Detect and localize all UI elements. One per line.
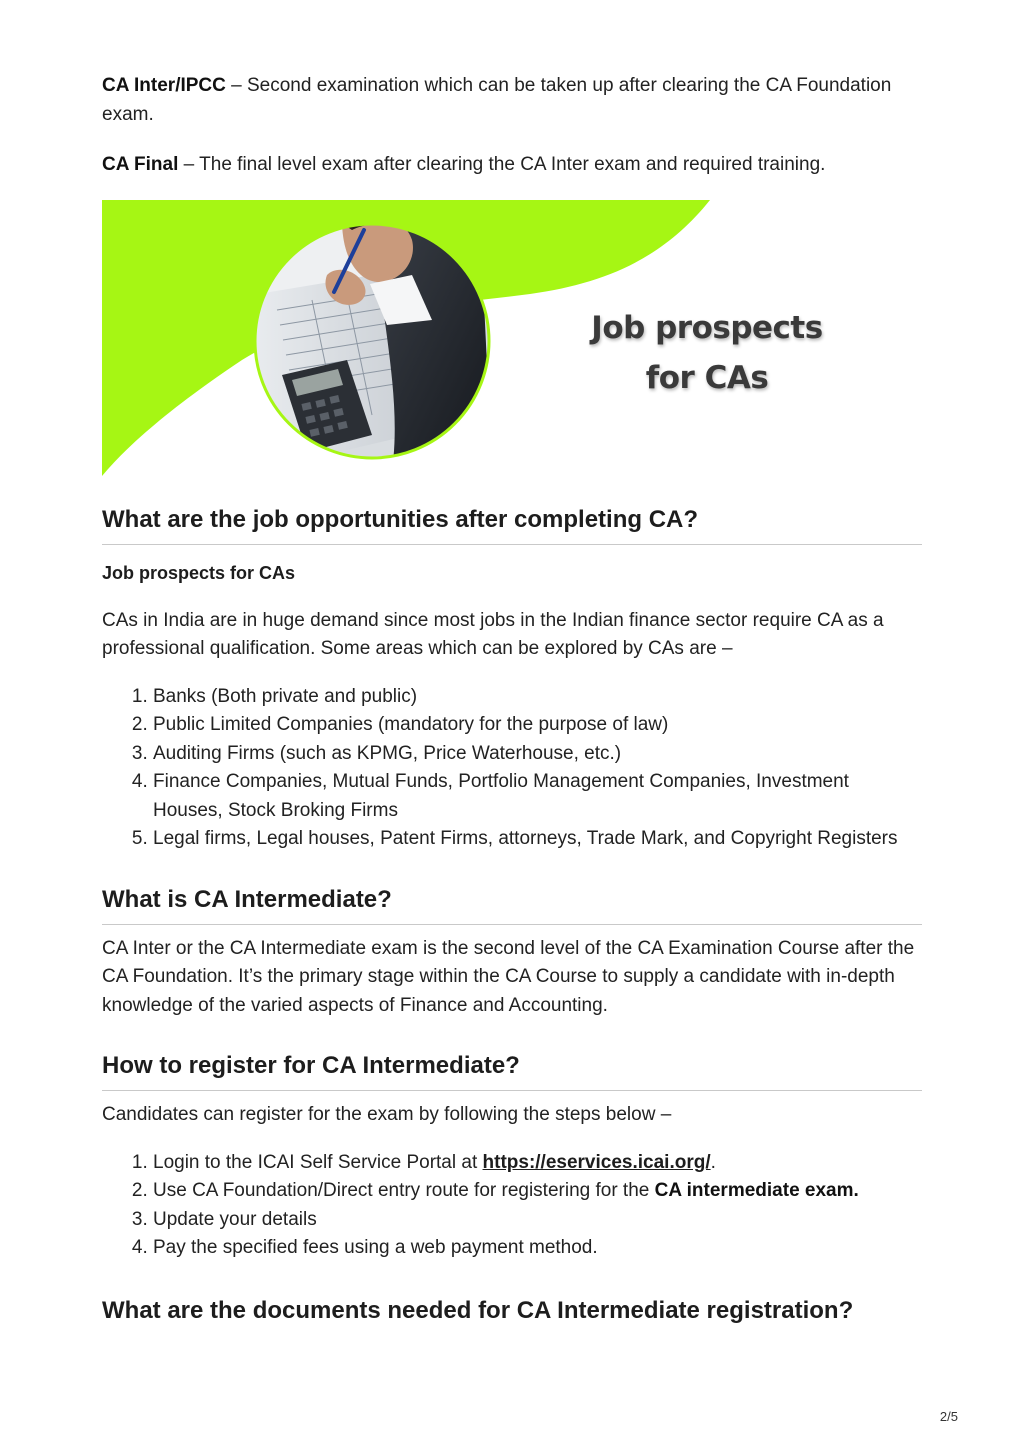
document-page [102, 72, 922, 1353]
page-number: 2/5 [939, 1409, 958, 1424]
list-item [153, 1149, 922, 1178]
jobs-heading: What are the job opportunities after completing CA? [102, 504, 922, 545]
list-item: 5. Legal firms, Legal houses, Patent Firms, attorneys, Trade Mark, and Copyright Registers [153, 825, 922, 854]
list-item: 3. Auditing Firms (such as KPMG, Price Waterhouse, etc.) [153, 740, 922, 769]
docs-heading-wrap [102, 1295, 922, 1335]
list-item [153, 1177, 922, 1206]
ca-final-text: – The final level exam after clearing the CA Inter exam and required training. [178, 154, 826, 175]
list-item: 4. Pay the specified fees using a web payment method. [153, 1234, 922, 1263]
ca-inter-paragraph [102, 72, 922, 129]
ca-inter-text: – Second examination which can be taken up after clearing the CA Foundation exam. [102, 75, 892, 125]
inter-heading-wrap [102, 884, 922, 925]
jobs-list [102, 683, 922, 854]
list-item: 1. Banks (Both private and public) [153, 683, 922, 712]
step1-text: Login to the ICAI Self Service Portal at [153, 1151, 483, 1173]
jobs-paragraph: CAs in India are in huge demand since most jobs in the Indian finance sector require CA as a professional qualification. Some areas which can be explored by CAs are – [102, 609, 884, 659]
docs-heading: What are the documents needed for CA Intermediate registration? [102, 1296, 854, 1324]
ca-final-paragraph [102, 151, 922, 180]
ca-inter-label: CA Inter/IPCC [102, 75, 226, 96]
register-heading: How to register for CA Intermediate? [102, 1050, 922, 1091]
register-steps-list [102, 1149, 922, 1263]
step2-text: Use CA Foundation/Direct entry route for registering for the [153, 1180, 655, 1201]
banner-title [557, 303, 857, 403]
list-item: 4. Finance Companies, Mutual Funds, Portfolio Management Companies, Investment Houses, Stock Broking Firms [153, 768, 922, 825]
register-heading-wrap [102, 1050, 922, 1091]
register-paragraph: Candidates can register for the exam by following the steps below – [102, 1104, 672, 1125]
inter-paragraph: CA Inter or the CA Intermediate exam is the second level of the CA Examination Course after the CA Foundation. It’s the primary stage within the CA Course to supply a candidate with in-depth knowledge of the varied aspects of Finance and Accounting. [102, 937, 915, 1016]
inter-heading: What is CA Intermediate? [102, 884, 922, 925]
jobs-subheading: Job prospects for CAs [102, 562, 296, 583]
list-item: 3. Update your details [153, 1206, 922, 1235]
banner-title-line1: Job prospects [591, 309, 823, 346]
step2-bold: CA intermediate exam. [654, 1180, 859, 1201]
job-prospects-banner [102, 200, 922, 476]
step1-end: . [710, 1151, 716, 1173]
jobs-heading-wrap [102, 504, 922, 545]
list-item: 2. Public Limited Companies (mandatory for the purpose of law) [153, 711, 922, 740]
icai-portal-link[interactable]: https://eservices.icai.org/ [482, 1151, 711, 1173]
banner-title-line2: for CAs [645, 359, 769, 396]
ca-final-label: CA Final [102, 154, 179, 175]
